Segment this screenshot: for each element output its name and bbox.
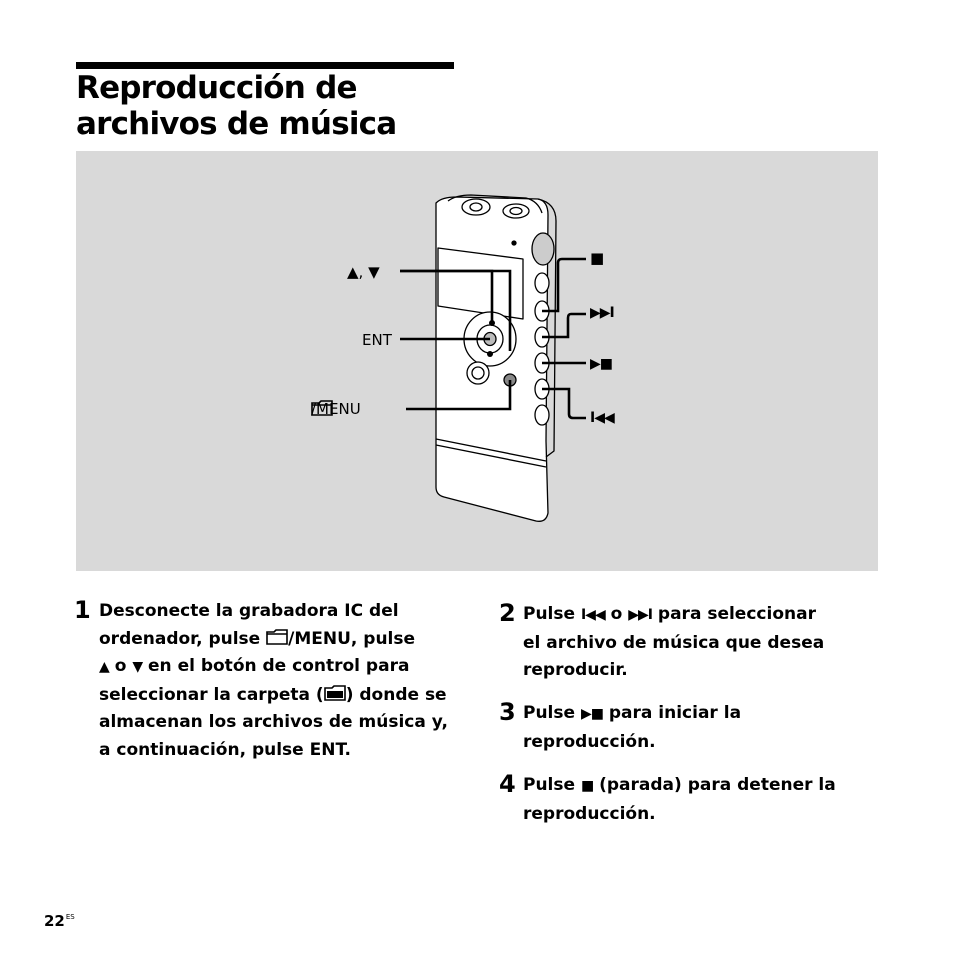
- page-number: $22^{ES}$: [44, 912, 75, 930]
- step-2-number: 2: [499, 599, 516, 627]
- step-1-text: Desconecte la grabadora IC del ordenador, pulse /MENU, pulse ▲ o ▼ en el botón de control para seleccionar la carpeta ( ) donde se almacenan los archivos de música y, a continuación, pulse ENT.: [99, 601, 448, 760]
- page-title: Reproducción de archivos de música: [76, 70, 397, 142]
- language-code: ES: [65, 913, 75, 921]
- device-figure: [76, 151, 878, 571]
- step-2-text: Pulse I◀◀ o ▶▶I para seleccionar el archivo de música que desea reproducir.: [523, 604, 825, 680]
- step-4-number: 4: [499, 770, 516, 798]
- callout-ent: ENT: [362, 331, 392, 349]
- step-4-text: Pulse ■ (parada) para detener la reproducción.: [523, 775, 836, 824]
- folder-filled-icon: [324, 685, 346, 701]
- step-3-number: 3: [499, 698, 516, 726]
- step-3-text: Pulse ▶■ para iniciar la reproducción.: [523, 703, 742, 752]
- callout-up-down: ▲, ▼: [347, 263, 380, 281]
- callout-menu: /MENU: [311, 400, 361, 418]
- callout-prev: I◀◀: [590, 410, 614, 426]
- callout-play-stop: ▶■: [590, 356, 612, 372]
- callout-next: ▶▶I: [590, 305, 614, 321]
- folder-icon: [266, 629, 288, 645]
- ic-recorder-illustration: [76, 151, 878, 571]
- heading-rule: [76, 62, 454, 69]
- step-1-number: 1: [74, 596, 91, 624]
- callout-stop: ■: [590, 249, 604, 267]
